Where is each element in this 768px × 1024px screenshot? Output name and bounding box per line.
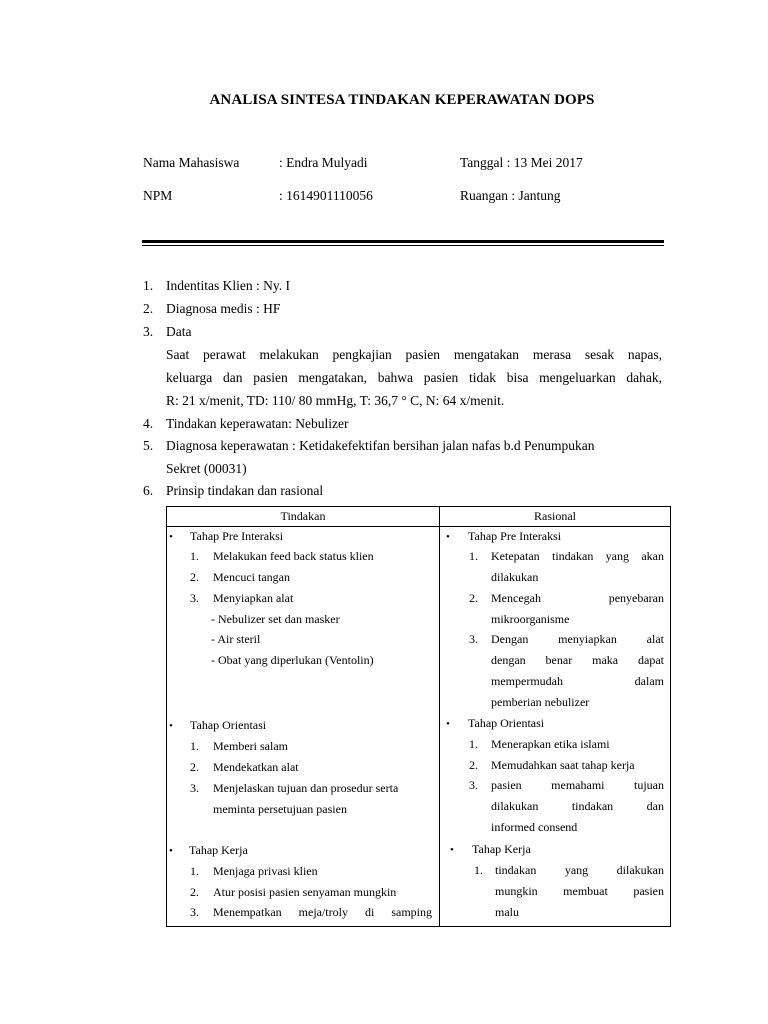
rasional-kerja-title: Tahap Kerja — [472, 842, 531, 856]
bullet-icon: • — [446, 718, 450, 730]
table-item-number: 2. — [190, 570, 199, 584]
bullet-icon: • — [169, 531, 173, 543]
table-item-text: Atur posisi pasien senyaman mungkin — [213, 885, 397, 899]
table-item-number: 1. — [190, 864, 199, 878]
table-item-text: Memudahkan saat tahap kerja — [491, 758, 635, 772]
nama-mahasiswa-value: : Endra Mulyadi — [279, 155, 368, 170]
list-text: Tindakan keperawatan: Nebulizer — [166, 416, 349, 431]
table-header-divider — [167, 526, 670, 527]
tindakan-kerja-title: Tahap Kerja — [189, 843, 248, 857]
list-text: Data — [166, 324, 192, 339]
table-column-divider — [439, 507, 440, 926]
table-item-continuation: dilakukan — [491, 570, 539, 584]
table-item-number: 1. — [190, 549, 199, 563]
table-item-continuation: malu — [495, 905, 519, 919]
table-item-number: 2. — [469, 758, 478, 772]
header-divider-thick — [142, 240, 664, 243]
data-paragraph-line: R: 21 x/menit, TD: 110/ 80 mmHg, T: 36,7 ° C, N: 64 x/menit. — [166, 393, 505, 408]
bullet-icon: • — [450, 844, 454, 856]
table-item-continuation: dilakukan tindakan dan — [491, 799, 664, 813]
prinsip-table — [166, 506, 671, 927]
table-item-continuation: meminta persetujuan pasien — [213, 802, 347, 816]
list-text: Diagnosa keperawatan : Ketidakefektifan bersihan jalan nafas b.d Penumpukan — [166, 438, 595, 453]
alat-sub-item: - Obat yang diperlukan (Ventolin) — [211, 653, 374, 667]
npm-label: NPM — [143, 188, 173, 203]
table-item-number: 3. — [190, 781, 199, 795]
rasional-pre-title: Tahap Pre Interaksi — [468, 529, 562, 543]
bullet-icon: • — [169, 845, 173, 857]
list-number: 1. — [143, 278, 154, 293]
table-item-text: Mencuci tangan — [213, 570, 290, 584]
table-item-text: tindakan yang dilakukan — [495, 863, 664, 877]
table-item-text: Ketepatan tindakan yang akan — [491, 549, 664, 563]
table-item-text: Menjaga privasi klien — [213, 864, 318, 878]
table-item-text: Menyiapkan alat — [213, 591, 294, 605]
table-header-rasional: Rasional — [534, 509, 576, 523]
alat-sub-item: - Nebulizer set dan masker — [211, 612, 340, 626]
table-item-number: 3. — [469, 632, 478, 646]
table-item-number: 3. — [190, 905, 199, 919]
list-text: Diagnosa medis : HF — [166, 301, 281, 316]
table-item-number: 3. — [469, 778, 478, 792]
table-item-continuation: mempermudah dalam — [491, 674, 664, 688]
data-paragraph-line: Saat perawat melakukan pengkajian pasien mengatakan merasa sesak napas, — [166, 347, 662, 362]
table-item-number: 2. — [190, 760, 199, 774]
table-item-number: 3. — [190, 591, 199, 605]
list-number: 5. — [143, 438, 154, 453]
tanggal: Tanggal : 13 Mei 2017 — [460, 155, 583, 170]
bullet-icon: • — [169, 720, 173, 732]
table-item-text: Dengan menyiapkan alat — [491, 632, 664, 646]
table-item-continuation: mikroorganisme — [491, 612, 570, 626]
bullet-icon: • — [446, 531, 450, 543]
list-text: Indentitas Klien : Ny. I — [166, 278, 290, 293]
document-title: ANALISA SINTESA TINDAKAN KEPERAWATAN DOPS — [209, 92, 595, 108]
table-item-number: 2. — [469, 591, 478, 605]
table-item-continuation: mungkin membuat pasien — [495, 884, 664, 898]
table-item-text: Mencegah penyebaran — [491, 591, 664, 605]
table-item-number: 1. — [469, 549, 478, 563]
npm-value: : 1614901110056 — [279, 188, 373, 203]
table-item-text: Melakukan feed back status klien — [213, 549, 374, 563]
list-number: 2. — [143, 301, 154, 316]
data-paragraph-line: keluarga dan pasien mengatakan, bahwa pasien tidak bisa mengeluarkan dahak, — [166, 370, 662, 385]
table-item-continuation: informed consend — [491, 820, 578, 834]
table-item-text: pasien memahami tujuan — [491, 778, 664, 792]
tindakan-orientasi-title: Tahap Orientasi — [190, 718, 267, 732]
list-number: 6. — [143, 483, 154, 498]
alat-sub-item: - Air steril — [211, 632, 261, 646]
table-item-text: Menerapkan etika islami — [491, 737, 610, 751]
table-item-continuation: pemberian nebulizer — [491, 695, 590, 709]
tindakan-pre-title: Tahap Pre Interaksi — [190, 529, 284, 543]
list-number: 3. — [143, 324, 154, 339]
diagnosa-continuation: Sekret (00031) — [166, 461, 247, 476]
table-header-tindakan: Tindakan — [280, 509, 326, 523]
ruangan: Ruangan : Jantung — [460, 188, 561, 203]
table-item-text: Menjelaskan tujuan dan prosedur serta — [213, 781, 399, 795]
list-text: Prinsip tindakan dan rasional — [166, 483, 324, 498]
table-item-continuation: dengan benar maka dapat — [491, 653, 664, 667]
list-number: 4. — [143, 416, 154, 431]
nama-mahasiswa-label: Nama Mahasiswa — [143, 155, 240, 170]
rasional-orientasi-title: Tahap Orientasi — [468, 716, 545, 730]
header-divider-thin — [142, 245, 664, 246]
table-item-text: Menempatkan meja/troly di samping — [213, 905, 432, 919]
table-item-text: Mendekatkan alat — [213, 760, 299, 774]
table-item-number: 1. — [474, 863, 483, 877]
table-item-number: 1. — [190, 739, 199, 753]
table-item-number: 1. — [469, 737, 478, 751]
table-item-text: Memberi salam — [213, 739, 288, 753]
table-item-number: 2. — [190, 885, 199, 899]
